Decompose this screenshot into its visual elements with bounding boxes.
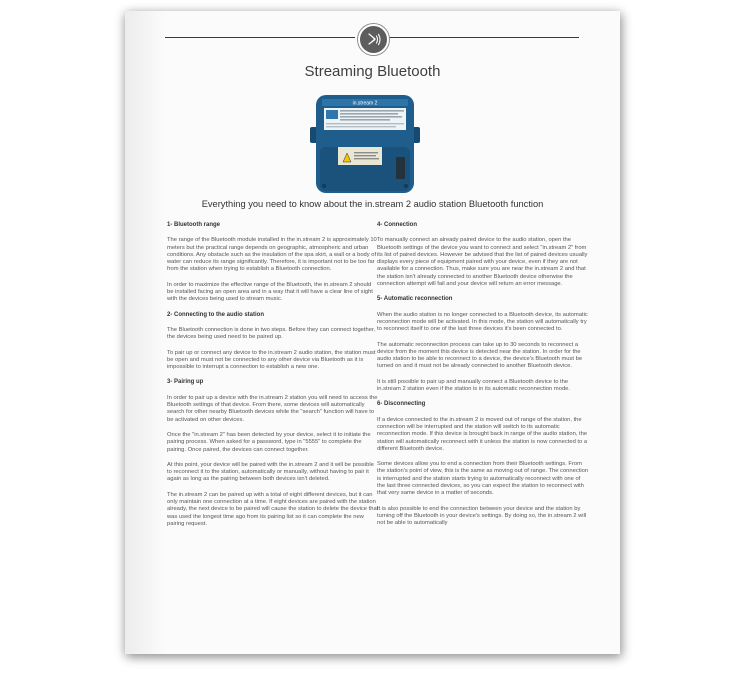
paragraph: At this point, your device will be paired with the in.stream 2 and it will be possible to reconnect it to the station, automatically or manually, without having to pair it again as long as the pairing between both devices isn't deleted.	[167, 461, 374, 483]
paragraph: It is still possible to pair up and manually connect a Bluetooth device to the in.stream 2 station even if the station is in its automatic reconnection mode.	[377, 378, 571, 393]
section-disconnecting	[377, 401, 589, 527]
paragraph: The range of the Bluetooth module installed in the in.stream 2 is approximately 10 meters but the practical range depends on geographic, atmospheric and urban conditions. Any obstacle such as the insulation of the spa skirt, a wall or a body of water can reduce its range significantly. Therefore, it is important not to be too far from the station when trying to establish a Bluetooth connection.	[167, 237, 377, 273]
paragraph: In order to pair up a device with the in.stream 2 station you will need to access the Bluetooth settings of that device. From there, some devices will automatically search for other nearby Bluetooth devices while the "search" function will have to be activated on other devices.	[167, 394, 378, 423]
section-heading: 5- Automatic reconnection	[377, 296, 453, 303]
paragraph: Some devices allow you to end a connection from their Bluetooth settings. From the station's point of view, this is the same as moving out of range. The connection is interrupted and the station starts trying to automatically reconnect with one of the last three connected devices, so you can expect the station to reconnect with that very same device in a matter of seconds.	[377, 461, 589, 497]
brochure-page	[125, 11, 620, 654]
section-heading: 3- Pairing up	[167, 379, 204, 386]
device-image	[310, 87, 420, 195]
section-automatic-reconnection	[377, 296, 589, 393]
device-label: in.stream 2	[352, 100, 378, 107]
section-bluetooth-range	[167, 222, 379, 304]
paragraph: If a device connected to the in.stream 2 is moved out of range of the station, the connection will be interrupted and the station will switch to its automatic reconnection mode. If this device is brought back in range of the audio station, the station will automatically reconnect with it unless the station is now connected to a different Bluetooth device.	[377, 416, 588, 452]
paragraph: The in.stream 2 can be paired up with a total of eight different devices, but it can only maintain one connection at a time. If eight devices are paired with the station already, the next device to be paired will cause the station to delete the device that was used the longest time ago from its pairing list so it can complete the new pairing request.	[167, 491, 379, 527]
section-heading: 6- Disconnecting	[377, 401, 426, 408]
paragraph: To pair up or connect any device to the in.stream 2 audio station, the station must be open and must not be connected to any other device via Bluetooth as it is impossible to interrupt a connection to establish a new one.	[167, 349, 376, 371]
header-rule-left	[165, 37, 355, 38]
paragraph: When the audio station is no longer connected to a Bluetooth device, its automatic reconnection mode will be activated. In this mode, the station will automatically try to reconnect itself to one of the last three devices it's been connected to.	[377, 311, 588, 333]
section-heading: 2- Connecting to the audio station	[167, 311, 264, 318]
device-illustration	[310, 87, 420, 195]
section-connection	[377, 222, 589, 288]
header-rule-right	[389, 37, 579, 38]
logo-badge	[358, 24, 389, 55]
page-title: Streaming Bluetooth	[304, 63, 441, 80]
left-column	[167, 222, 379, 536]
section-heading: 1- Bluetooth range	[167, 222, 221, 228]
paragraph: In order to maximize the effective range of the Bluetooth, the in.stream 2 should be installed facing an open area and in a way that it will have a clear line of sight with the devices being used to stream music.	[167, 281, 373, 303]
bluetooth-streaming-icon	[360, 26, 387, 53]
paragraph: Once the "in.stream 2" has been detected by your device, select it to initiate the pairing process. When asked for a password, type in "5555" to complete the pairing. Once paired, the devices can connect together.	[167, 431, 371, 453]
paragraph: It is also possible to end the connection between your device and the station by turning off the Bluetooth in your device's settings. By doing so, the in.stream 2 will not be able to automatically	[377, 505, 587, 527]
section-pairing-up	[167, 379, 379, 528]
section-connecting	[167, 312, 379, 372]
paragraph: To manually connect an already paired device to the audio station, open the Bluetooth settings of the device you want to connect and select "in.stream 2" from its list of paired devices. However be advised that the list of paired devices usually displays every piece of equipment paired with your device, even if they are not available for a connection. Thus, make sure you are near the in.stream 2 and that the station isn't already connected to another Bluetooth device otherwise the connection attempt will fail and your device will return an error message.	[377, 237, 588, 288]
right-column	[377, 222, 589, 536]
page-subtitle: Everything you need to know about the in.stream 2 audio station Bluetooth function	[201, 199, 544, 209]
section-heading: 4- Connection	[377, 222, 417, 228]
paragraph: The automatic reconnection process can take up to 30 seconds to reconnect a device from the moment this device is detected near the station. In order for the audio station to be able to reconnect to a device, the device's Bluetooth must be turned on and it must not be already connected to another Bluetooth device.	[377, 341, 583, 370]
paragraph: The Bluetooth connection is done in two steps. Before they can connect together, the devices being used need to be paired up.	[167, 326, 376, 341]
